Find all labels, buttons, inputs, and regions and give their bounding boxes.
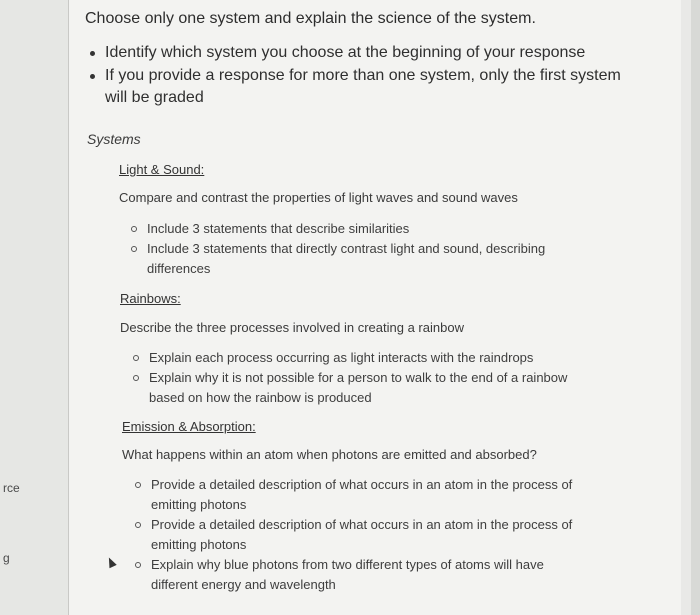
- section-desc-rainbows: Describe the three processes involved in creating a rainbow: [120, 320, 464, 335]
- list-item: Include 3 statements that describe similarities: [125, 219, 585, 239]
- section-title-emission-absorption: Emission & Absorption:: [122, 419, 256, 434]
- list-item: Include 3 statements that directly contrast light and sound, describing differences: [125, 239, 585, 279]
- assignment-heading: Choose only one system and explain the science of the system.: [85, 10, 536, 27]
- instruction-item: Identify which system you choose at the beginning of your response: [85, 42, 625, 64]
- list-item: Explain why it is not possible for a person to walk to the end of a rainbow based on how the rainbow is produced: [127, 368, 587, 408]
- instruction-list: [85, 42, 625, 110]
- section-list-rainbows: [127, 348, 587, 408]
- section-desc-emission-absorption: What happens within an atom when photons are emitted and absorbed?: [122, 447, 537, 462]
- systems-label: Systems: [87, 131, 141, 147]
- panel-right-edge: [681, 0, 691, 615]
- list-item: Explain why blue photons from two different types of atoms will have different energy and wavelength: [129, 555, 589, 595]
- section-title-light-sound: Light & Sound:: [119, 162, 205, 177]
- gutter-text-rce: rce: [3, 481, 20, 495]
- instruction-item: If you provide a response for more than one system, only the first system will be graded: [85, 65, 625, 109]
- list-item: Provide a detailed description of what occurs in an atom in the process of emitting photons: [129, 475, 589, 515]
- section-desc-light-sound: Compare and contrast the properties of light waves and sound waves: [119, 190, 518, 205]
- section-list-light-sound: [125, 219, 585, 279]
- section-title-rainbows: Rainbows:: [120, 291, 181, 306]
- section-list-emission-absorption: [129, 475, 589, 595]
- list-item: Explain each process occurring as light interacts with the raindrops: [127, 348, 587, 368]
- assignment-panel: [68, 0, 691, 615]
- left-gutter: [0, 0, 68, 615]
- list-item: Provide a detailed description of what occurs in an atom in the process of emitting photons: [129, 515, 589, 555]
- mouse-cursor-icon: [105, 556, 116, 568]
- gutter-text-g: g: [3, 551, 10, 565]
